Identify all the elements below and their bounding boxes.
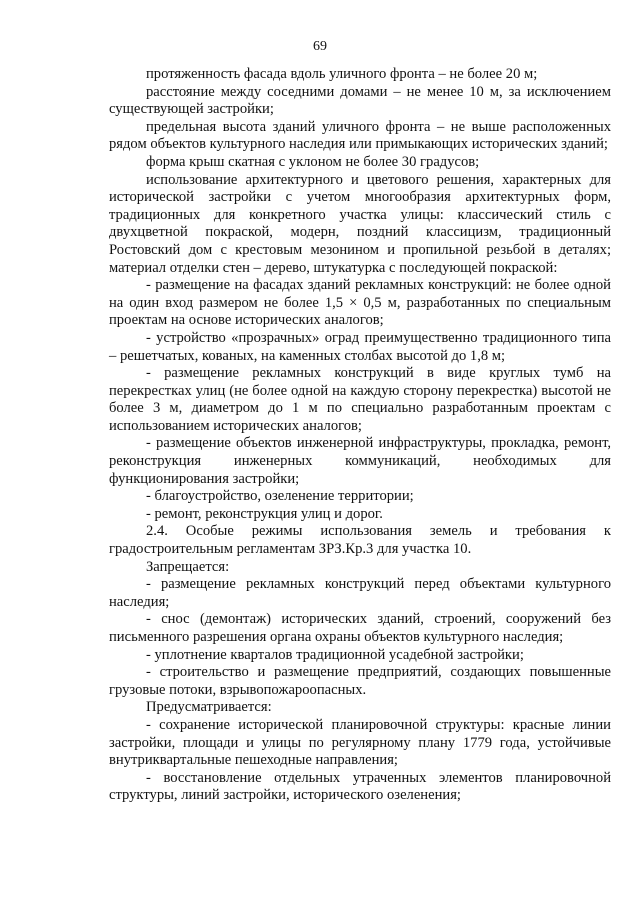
list-item-ad-columns: - размещение рекламных конструкций в виде круглых тумб на перекрестках улиц (не более одной на каждую сторону перекрестка) высотой не более 3 м, диаметром до 1 м по специально разработанным проектам с использованием исторических аналогов; [109,365,611,434]
list-item-ads-before-heritage: - размещение рекламных конструкций перед объектами культурного наследия; [109,576,611,610]
paragraph-architecture-color: использование архитектурного и цветового решения, характерных для исторической застройки с учетом многообразия архитектурных форм, традиционных для конкретного участка улицы: классический стиль с двухцветной покраской, модерн, поздний классицизм, традиционный Ростовский дом с крестовым мезонином и пропильной резьбой в деталях; материал отделки стен – дерево, штукатурка с последующей покраской: [109,171,611,276]
prohibited-heading: Запрещается: [146,558,230,575]
list-item-fences: - устройство «прозрачных» оград преимущественно традиционного типа – решетчатых, кованых, на каменных столбах высотой до 1,8 м; [109,329,611,364]
paragraph-max-height: предельная высота зданий уличного фронта – не выше расположенных рядом объектов культурного наследия или примыкающих исторических зданий; [109,118,611,153]
paragraph-house-distance: расстояние между соседними домами – не менее 10 м, за исключением существующей застройки; [109,83,611,118]
provided-heading: Предусматривается: [146,699,272,716]
section-heading-2-4: 2.4. Особые режимы использования земель и требования к градостроительным регламентам ЗРЗ.Кр.3 для участка 10. [109,523,611,558]
list-item-landscaping: - благоустройство, озеленение территории; [146,488,414,505]
list-item-densification: - уплотнение кварталов традиционной усадебной застройки; [146,646,524,663]
paragraph-roof-shape: форма крыш скатная с уклоном не более 30 градусов; [146,153,480,170]
list-item-demolition: - снос (демонтаж) исторических зданий, строений, сооружений без письменного разрешения органа охраны объектов культурного наследия; [109,611,611,645]
list-item-heavy-enterprises: - строительство и размещение предприятий, создающих повышенные грузовые потоки, взрывопожароопасных. [109,664,611,698]
list-item-street-repair: - ремонт, реконструкция улиц и дорог. [146,505,383,522]
list-item-facade-ads: - размещение на фасадах зданий рекламных конструкций: не более одной на один вход размером не более 1,5 × 0,5 м, разработанных по специальным проектам на основе исторических аналогов; [109,277,611,329]
paragraph-facade-length: протяженность фасада вдоль уличного фронта – не более 20 м; [146,66,538,82]
page-body [109,66,611,805]
page-number: 69 [313,39,327,54]
list-item-restoration: - восстановление отдельных утраченных элементов планировочной структуры, линий застройки, исторического озеленения; [109,769,611,804]
list-item-engineering: - размещение объектов инженерной инфраструктуры, прокладка, ремонт, реконструкция инженерных коммуникаций, необходимых для функционирования застройки; [109,435,611,487]
list-item-planning-structure: - сохранение исторической планировочной структуры: красные линии застройки, площади и улицы по регулярному плану 1779 года, устойчивые внутриквартальные пешеходные направления; [109,716,611,769]
